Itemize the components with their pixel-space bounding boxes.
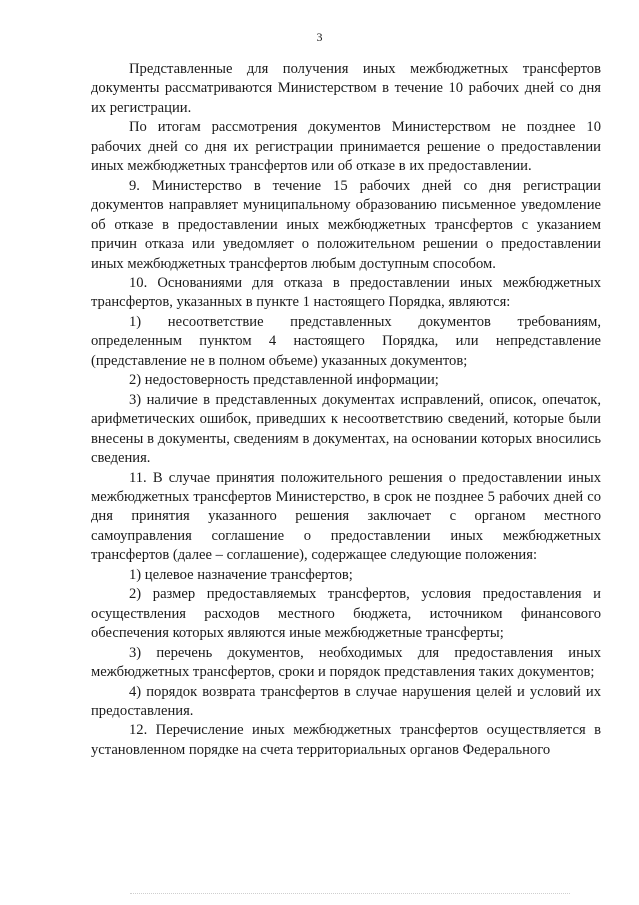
scan-artifact-line xyxy=(130,893,570,895)
paragraph: 10. Основаниями для отказа в предоставлении иных межбюджетных трансфертов, указанных в пункте 1 настоящего Порядка, являются: xyxy=(91,274,601,311)
paragraph: 2) недостоверность представленной информации; xyxy=(129,372,439,389)
paragraph: 2) размер предоставляемых трансфертов, условия предоставления и осуществления расходов местного бюджета, источником финансового обеспечения которых являются иные межбюджетные трансферты; xyxy=(91,586,601,642)
paragraph: 11. В случае принятия положительного решения о предоставлении иных межбюджетных трансфертов Министерство, в срок не позднее 5 рабочих дней со дня принятия указанного решения заключает с органом местного самоуправления соглашение о предоставлении иных межбюджетных трансфертов (далее – соглашение), содержащее следующие положения: xyxy=(91,469,601,564)
paragraph: 9. Министерство в течение 15 рабочих дней со дня регистрации документов направляет муниципальному образованию письменное уведомление об отказе в предоставлении иных межбюджетных трансфертов с указанием причин отказа или уведомляет о положительном решении о предоставлении иных межбюджетных трансфертов любым доступным способом. xyxy=(91,177,601,272)
paragraph: 1) несоответствие представленных документов требованиям, определенным пунктом 4 настоящего Порядка, или непредставление (представление не в полном объеме) указанных документов; xyxy=(91,313,601,369)
paragraph: 4) порядок возврата трансфертов в случае нарушения целей и условий их предоставления. xyxy=(91,683,601,719)
paragraph: 3) наличие в представленных документах исправлений, описок, опечаток, арифметических ошибок, приведших к несоответствию сведений, которые были внесены в документы, сведениям в документах, на основании которых вносились сведения. xyxy=(91,391,601,467)
page-number: 3 xyxy=(316,30,323,44)
paragraph: 3) перечень документов, необходимых для предоставления иных межбюджетных трансфертов, сроки и порядок представления таких документов; xyxy=(91,644,601,681)
document-body xyxy=(91,60,601,760)
paragraph: 12. Перечисление иных межбюджетных трансфертов осуществляется в установленном порядке на счета территориальных органов Федерального xyxy=(91,722,601,758)
paragraph: Представленные для получения иных межбюджетных трансфертов документы рассматриваются Министерством в течение 10 рабочих дней со дня их регистрации. xyxy=(91,61,601,116)
paragraph: 1) целевое назначение трансфертов; xyxy=(129,566,353,583)
paragraph: По итогам рассмотрения документов Министерством не позднее 10 рабочих дней со дня их регистрации принимается решение о предоставлении иных межбюджетных трансфертов или об отказе в их предоставлении. xyxy=(91,119,601,175)
